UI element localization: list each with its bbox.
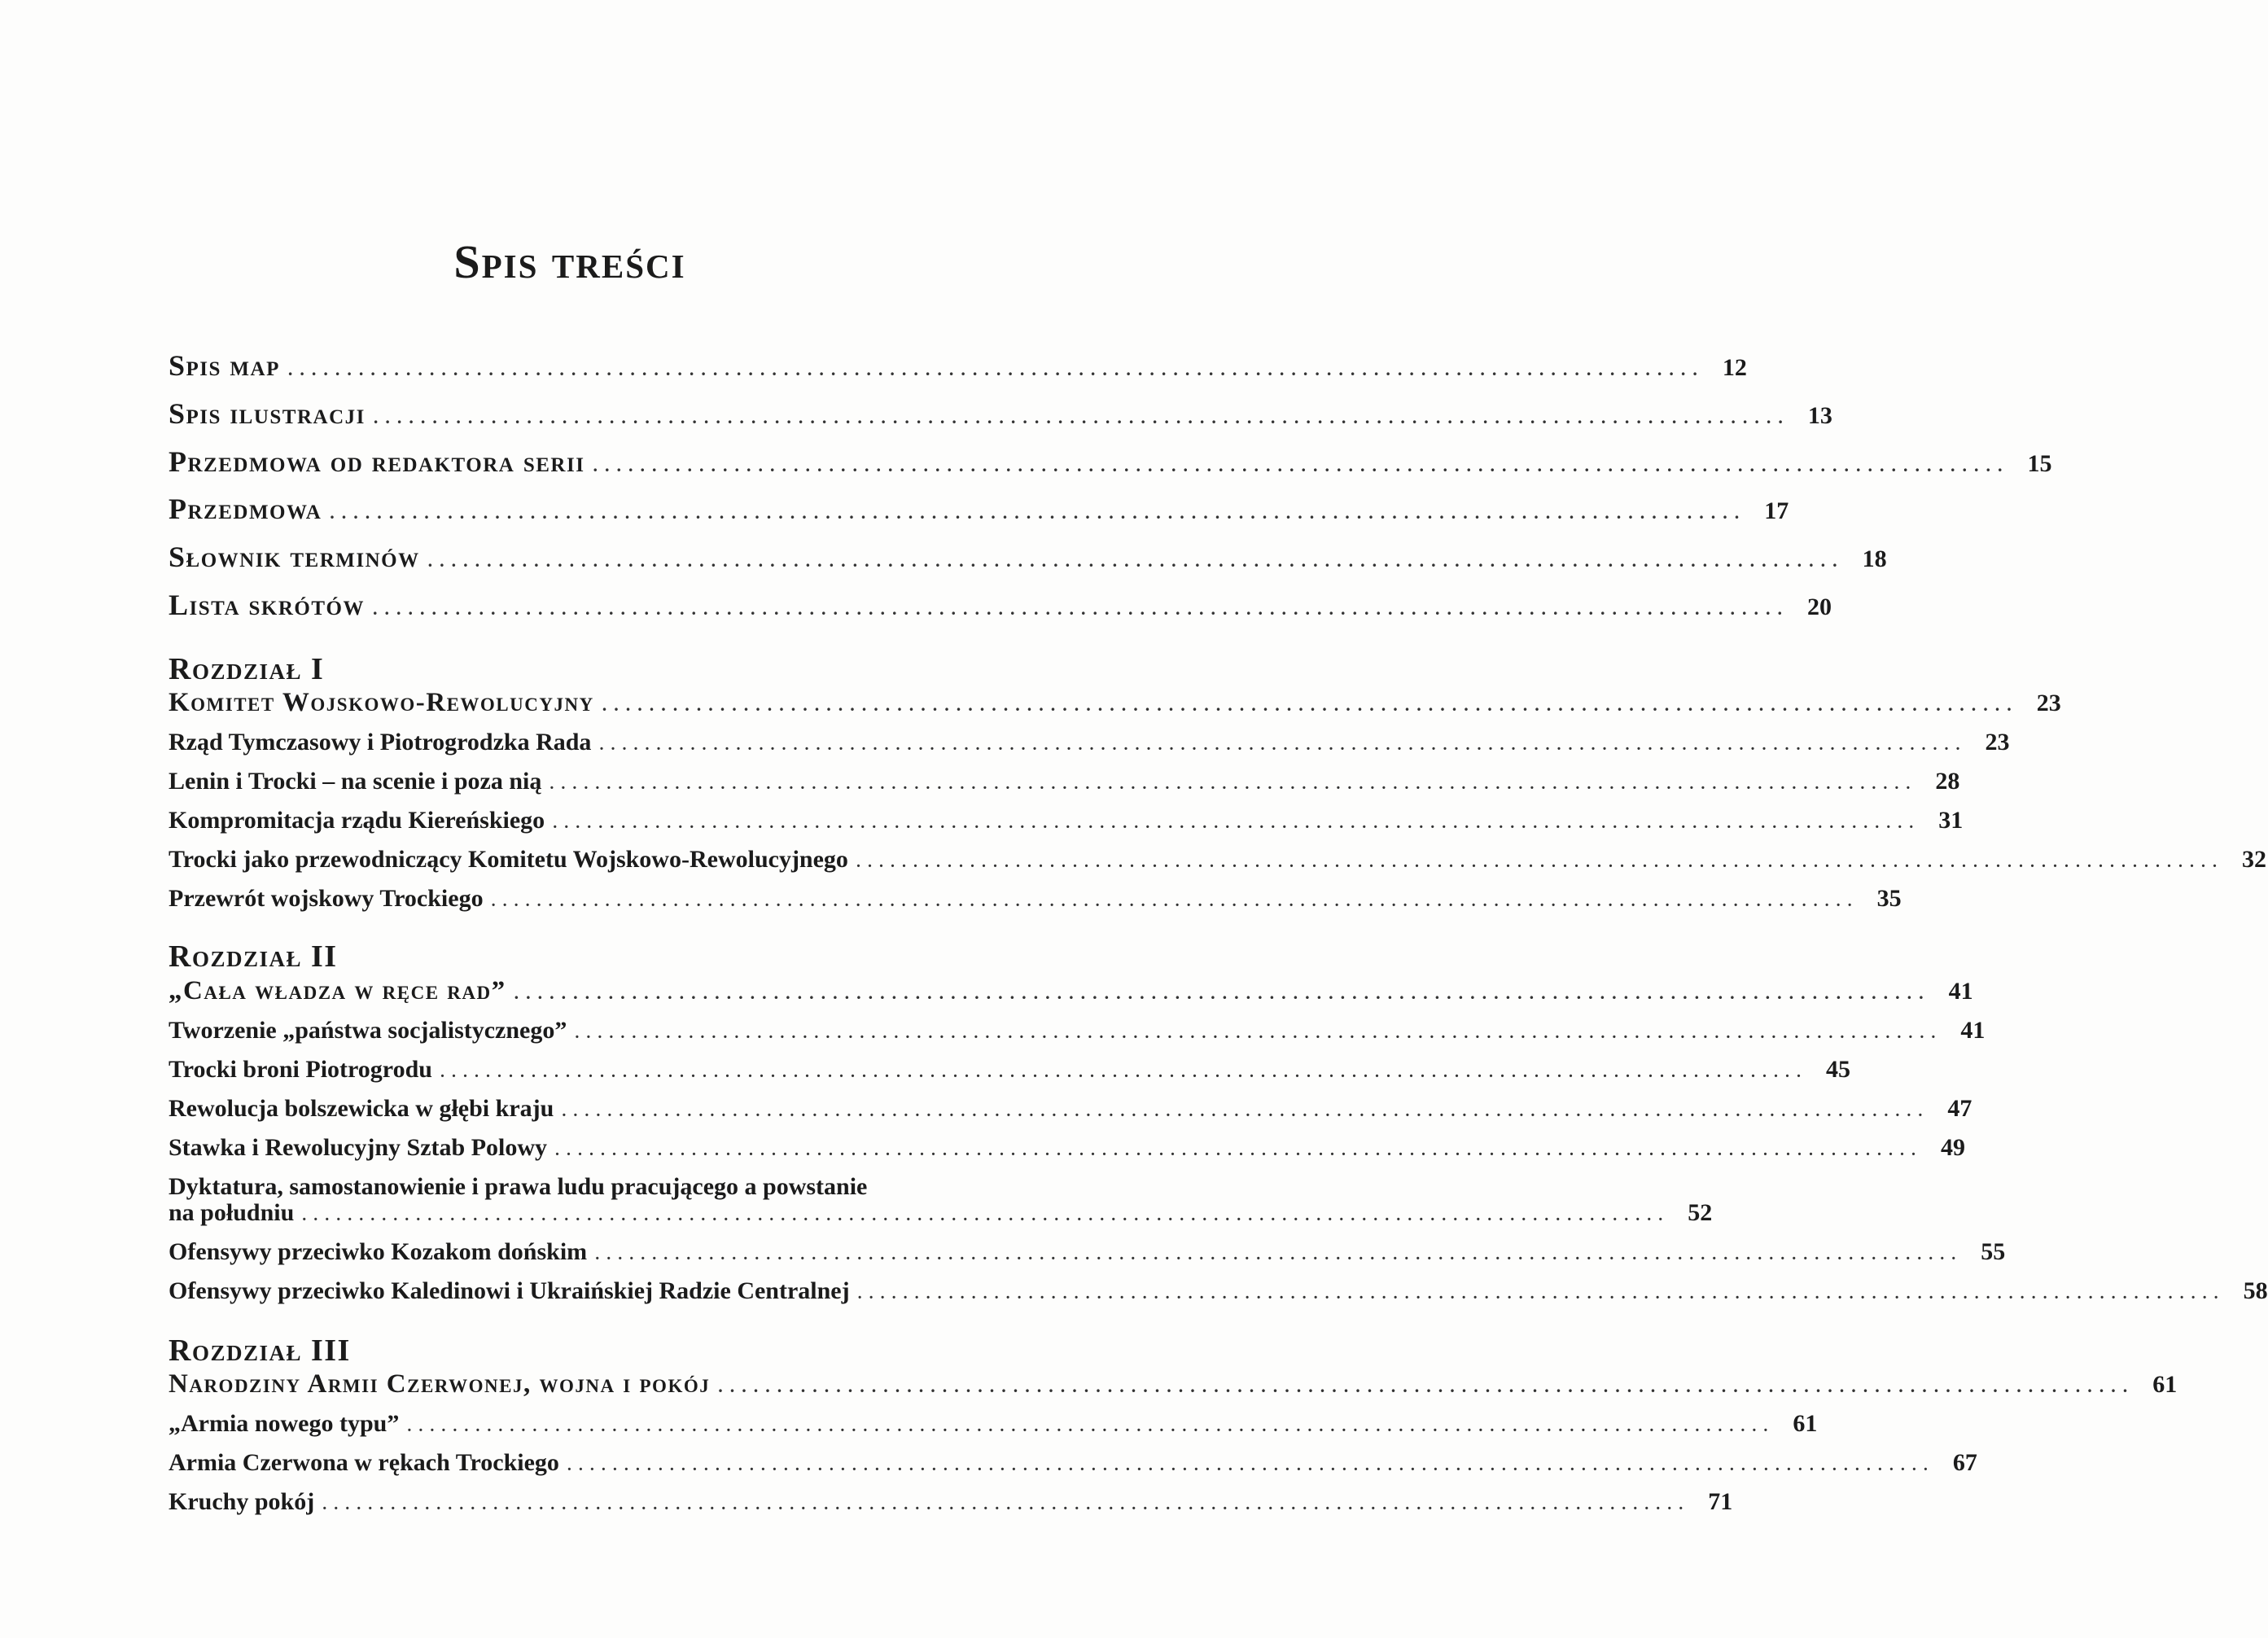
entry-label: Kruchy pokój xyxy=(169,1488,315,1515)
toc-entry-section[interactable] xyxy=(169,1277,2268,1305)
entry-label: Ofensywy przeciwko Kaledinowi i Ukraińskiej Radzie Centralnej xyxy=(169,1277,850,1304)
dot-leader: ........................................................................................................................ xyxy=(562,1102,1930,1120)
page-title: Spis treści xyxy=(453,235,686,288)
dot-leader: ........................................................................................................................ xyxy=(567,1456,1935,1474)
entry-page: 55 xyxy=(1981,1238,2006,1265)
entry-page: 32 xyxy=(2241,846,2266,873)
dot-leader: ........................................................................................................................ xyxy=(856,853,2224,871)
entry-label: Przewrót wojskowy Trockiego xyxy=(169,885,484,912)
toc-entry-preface[interactable] xyxy=(169,492,1789,526)
dot-leader: ........................................................................................................................ xyxy=(287,359,1705,379)
toc-entry-section[interactable] xyxy=(169,1410,1818,1438)
entry-page: 15 xyxy=(2027,450,2052,477)
toc-entry-section[interactable] xyxy=(169,1199,1713,1227)
toc-entry-abbreviations[interactable] xyxy=(169,588,1832,622)
dot-leader: ........................................................................................................................ xyxy=(427,550,1845,571)
toc-entry-chapter-title[interactable] xyxy=(169,688,2061,718)
entry-label: Tworzenie „państwa socjalistycznego” xyxy=(169,1017,567,1044)
dot-leader: ........................................................................................................................ xyxy=(555,1141,1924,1159)
entry-label: „Cała władza w ręce rad” xyxy=(169,976,506,1005)
entry-label: Kompromitacja rządu Kiereńskiego xyxy=(169,807,545,834)
toc-entry-section[interactable] xyxy=(169,807,1964,834)
entry-page: 31 xyxy=(1938,807,1964,834)
entry-page: 61 xyxy=(2152,1371,2178,1398)
dot-leader: ........................................................................................................................ xyxy=(857,1285,2226,1303)
entry-label: Rząd Tymczasowy i Piotrogrodzka Rada xyxy=(169,729,592,755)
toc-entry-series-editor-preface[interactable] xyxy=(169,445,2052,479)
entry-label: Trocki jako przewodniczący Komitetu Wojskowo-Rewolucyjnego xyxy=(169,846,848,873)
dot-leader: ........................................................................................................................ xyxy=(549,775,1918,793)
dot-leader: ........................................................................................................................ xyxy=(407,1417,1775,1435)
entry-page: 23 xyxy=(2036,690,2061,716)
entry-page: 47 xyxy=(1947,1095,1972,1122)
toc-entry-map-list[interactable] xyxy=(169,348,1747,383)
entry-page: 49 xyxy=(1941,1134,1966,1161)
dot-leader: ........................................................................................................................ xyxy=(593,455,2010,475)
entry-label: Spis map xyxy=(169,349,280,382)
dot-leader: ........................................................................................................................ xyxy=(599,736,1968,754)
entry-page: 41 xyxy=(1960,1017,1986,1044)
dot-leader: ........................................................................................................................ xyxy=(440,1063,1808,1081)
entry-label: Przedmowa od redaktora serii xyxy=(169,445,585,478)
entry-page: 67 xyxy=(1952,1449,1977,1476)
entry-page: 13 xyxy=(1807,402,1832,429)
entry-label: Komitet Wojskowo-Rewolucyjny xyxy=(169,688,594,717)
toc-entry-glossary[interactable] xyxy=(169,540,1887,574)
toc-entry-section[interactable] xyxy=(169,1017,1986,1045)
toc-entry-chapter-title[interactable] xyxy=(169,976,1973,1006)
toc-entry-section[interactable] xyxy=(169,1056,1850,1084)
entry-page: 52 xyxy=(1688,1199,1713,1226)
chapter-heading: Rozdział I xyxy=(169,652,325,686)
chapter-heading: Rozdział II xyxy=(169,939,338,974)
entry-page: 35 xyxy=(1876,885,1902,912)
entry-label: „Armia nowego typu” xyxy=(169,1410,400,1437)
dot-leader: ........................................................................................................................ xyxy=(514,983,1931,1003)
entry-label: Rewolucja bolszewicka w głębi kraju xyxy=(169,1095,554,1122)
toc-entry-chapter-title[interactable] xyxy=(169,1369,2178,1399)
entry-label: Ofensywy przeciwko Kozakom dońskim xyxy=(169,1238,588,1265)
toc-entry-section[interactable] xyxy=(169,846,2266,874)
entry-label: Narodziny Armii Czerwonej, wojna i pokój xyxy=(169,1369,711,1399)
entry-label: Słownik terminów xyxy=(169,541,420,573)
chapter-heading: Rozdział III xyxy=(169,1334,351,1368)
entry-page: 28 xyxy=(1935,768,1960,795)
entry-label: na południu xyxy=(169,1199,295,1226)
dot-leader: ........................................................................................................................ xyxy=(322,1496,1691,1513)
dot-leader: ........................................................................................................................ xyxy=(575,1024,1943,1042)
dot-leader: ........................................................................................................................ xyxy=(373,407,1790,427)
entry-page: 41 xyxy=(1948,978,1973,1005)
entry-page: 20 xyxy=(1807,593,1832,620)
toc-entry-illustration-list[interactable] xyxy=(169,396,1832,431)
toc-entry-section[interactable] xyxy=(169,1095,1972,1123)
entry-page: 45 xyxy=(1825,1056,1850,1083)
dot-leader: ........................................................................................................................ xyxy=(602,694,2019,715)
toc-entry-section[interactable] xyxy=(169,1238,2006,1266)
entry-label: Stawka i Rewolucyjny Sztab Polowy xyxy=(169,1134,548,1161)
dot-leader: ........................................................................................................................ xyxy=(553,814,1921,832)
dot-leader: ........................................................................................................................ xyxy=(595,1246,1964,1264)
toc-entry-section[interactable] xyxy=(169,768,1960,795)
toc-entry-section[interactable] xyxy=(169,1134,1966,1162)
toc-entry-section[interactable] xyxy=(169,885,1902,913)
dot-leader: ........................................................................................................................ xyxy=(373,598,1789,619)
entry-page: 17 xyxy=(1764,497,1789,524)
entry-page: 18 xyxy=(1862,545,1887,572)
dot-leader: ........................................................................................................................ xyxy=(302,1207,1670,1224)
entry-page: 12 xyxy=(1722,354,1747,381)
dot-leader: ........................................................................................................................ xyxy=(491,892,1859,910)
entry-label: Przedmowa xyxy=(169,493,322,525)
entry-label: Lista skrótów xyxy=(169,589,365,621)
entry-page: 61 xyxy=(1793,1410,1818,1437)
entry-page: 71 xyxy=(1708,1488,1733,1515)
section-label-first-line: Dyktatura, samostanowienie i prawa ludu pracującego a powstanie xyxy=(169,1173,868,1200)
entry-page: 58 xyxy=(2243,1277,2268,1304)
toc-entry-section[interactable] xyxy=(169,1449,1977,1477)
toc-entry-section[interactable] xyxy=(169,1488,1733,1516)
entry-label: Spis ilustracji xyxy=(169,397,366,430)
entry-label: Lenin i Trocki – na scenie i poza nią xyxy=(169,768,542,795)
toc-entry-section[interactable] xyxy=(169,729,2010,756)
dot-leader: ........................................................................................................................ xyxy=(718,1376,2135,1396)
entry-label: Trocki broni Piotrogrodu xyxy=(169,1056,432,1083)
entry-label: Armia Czerwona w rękach Trockiego xyxy=(169,1449,559,1476)
dot-leader: ........................................................................................................................ xyxy=(330,502,1747,523)
entry-page: 23 xyxy=(1985,729,2010,755)
